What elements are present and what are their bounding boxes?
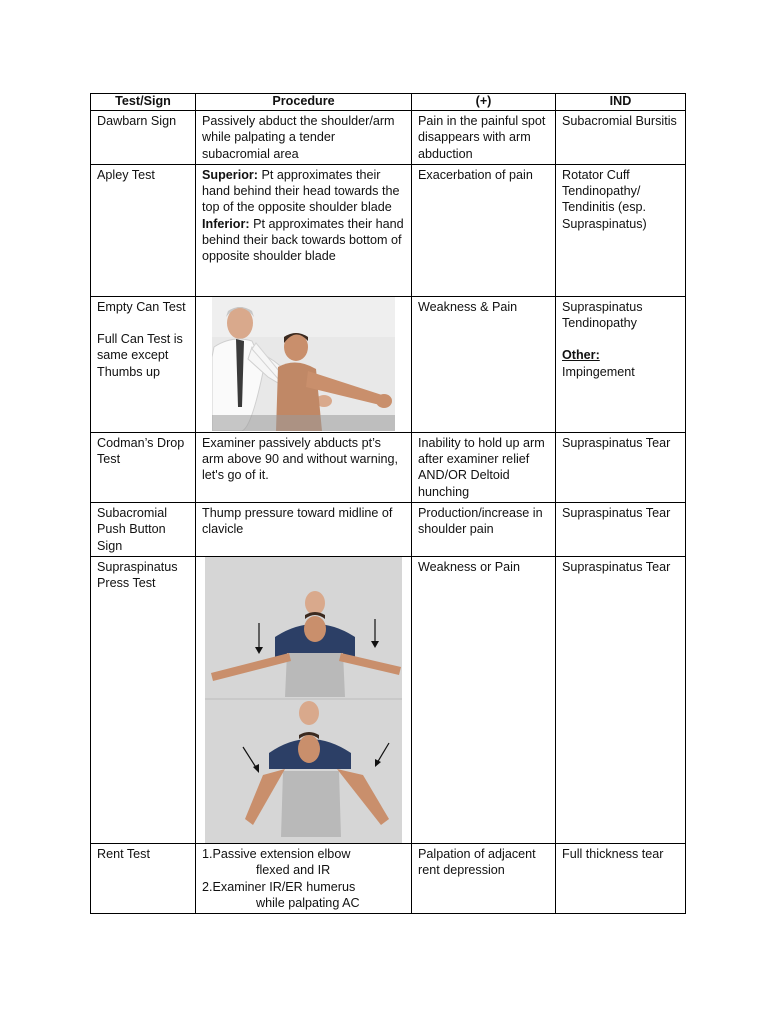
- table-row: [91, 556, 686, 843]
- cell-test: Dawbarn Sign: [91, 111, 196, 165]
- cell-test: [91, 296, 196, 432]
- cell-procedure: [196, 164, 412, 296]
- header-test-sign: Test/Sign: [91, 94, 196, 111]
- cell-ind: Supraspinatus Tear: [556, 503, 686, 557]
- cell-positive: Weakness & Pain: [412, 296, 556, 432]
- supraspinatus-press-test-photo: [205, 557, 402, 843]
- procedure-line: 1.Passive extension elbow: [202, 846, 351, 861]
- empty-can-test-illustration: [212, 297, 395, 431]
- cell-test: Apley Test: [91, 164, 196, 296]
- procedure-line: while palpating AC: [256, 895, 360, 910]
- cell-procedure-photo: [196, 296, 412, 432]
- procedure-inferior: [202, 216, 405, 265]
- header-procedure: Procedure: [196, 94, 412, 111]
- cell-positive: Inability to hold up arm after examiner relief AND/OR Deltoid hunching: [412, 432, 556, 502]
- ind-text: Supraspinatus Tendinopathy: [562, 299, 643, 331]
- header-ind: IND: [556, 94, 686, 111]
- ind-other-label: Other:: [562, 348, 600, 363]
- cell-test: Codman’s Drop Test: [91, 432, 196, 502]
- cell-positive: Production/increase in shoulder pain: [412, 503, 556, 557]
- cell-ind: Supraspinatus Tear: [556, 556, 686, 843]
- header-positive: (+): [412, 94, 556, 111]
- inferior-text: Pt approximates their hand behind their back towards bottom of opposite shoulder blade: [202, 216, 404, 264]
- cell-procedure: [196, 843, 412, 913]
- empty-can-test-photo: [212, 297, 395, 431]
- procedure-line: 2.Examiner IR/ER humerus: [202, 879, 356, 894]
- cell-test: Subacromial Push Button Sign: [91, 503, 196, 557]
- table-row: [91, 843, 686, 913]
- test-note: Full Can Test is same except Thumbs up: [97, 332, 183, 379]
- cell-positive: Exacerbation of pain: [412, 164, 556, 296]
- shoulder-tests-table: [90, 93, 686, 914]
- cell-positive: Weakness or Pain: [412, 556, 556, 843]
- cell-test: Rent Test: [91, 843, 196, 913]
- procedure-superior: [202, 167, 405, 216]
- test-name: Empty Can Test: [97, 299, 186, 314]
- cell-procedure-photo: [196, 556, 412, 843]
- superior-label: Superior:: [202, 167, 258, 182]
- superior-text: Pt approximates their hand behind their head towards the top of the opposite shoulder blade: [202, 167, 400, 215]
- table-row: [91, 503, 686, 557]
- supraspinatus-press-test-illustration: [205, 557, 402, 843]
- table-row: [91, 111, 686, 165]
- inferior-label: Inferior:: [202, 216, 250, 231]
- procedure-line: flexed and IR: [256, 863, 331, 878]
- cell-ind: Subacromial Bursitis: [556, 111, 686, 165]
- cell-procedure: Thump pressure toward midline of clavicle: [196, 503, 412, 557]
- cell-procedure: Examiner passively abducts pt’s arm above 90 and without warning, let's go of it.: [196, 432, 412, 502]
- cell-ind: Full thickness tear: [556, 843, 686, 913]
- table-row: [91, 432, 686, 502]
- cell-ind: [556, 296, 686, 432]
- table-row: [91, 164, 686, 296]
- table-row: [91, 296, 686, 432]
- cell-ind: Rotator Cuff Tendinopathy/ Tendinitis (esp. Supraspinatus): [556, 164, 686, 296]
- cell-positive: Pain in the painful spot disappears with arm abduction: [412, 111, 556, 165]
- cell-ind: Supraspinatus Tear: [556, 432, 686, 502]
- ind-other-text: Impingement: [562, 364, 635, 379]
- cell-positive: Palpation of adjacent rent depression: [412, 843, 556, 913]
- table-header-row: [91, 94, 686, 111]
- cell-procedure: Passively abduct the shoulder/arm while palpating a tender subacromial area: [196, 111, 412, 165]
- cell-test: Supraspinatus Press Test: [91, 556, 196, 843]
